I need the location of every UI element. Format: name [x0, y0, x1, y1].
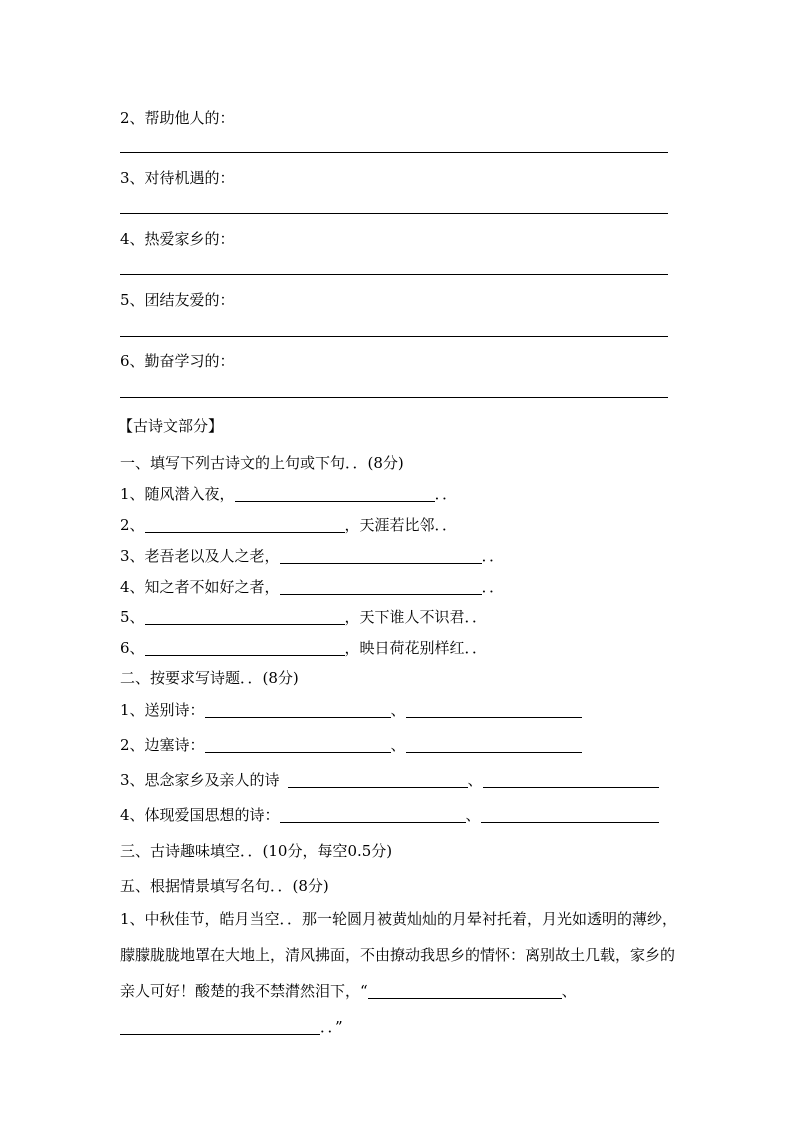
fill-blank[interactable]: [288, 771, 468, 788]
question-title-3: 三、古诗趣味填空．．(10分，每空0.5分): [120, 842, 393, 860]
fill-blank[interactable]: [205, 701, 391, 718]
fill-blank[interactable]: [145, 639, 345, 656]
poem-item-6: 6、 ，映日荷花别样红．．: [120, 639, 488, 657]
question-item-6: 6、勤奋学习的：: [120, 352, 235, 370]
poem-item-5: 5、 ，天下谁人不识君．．: [120, 608, 488, 626]
question-title-2: 二、按要求写诗题．．(8分): [120, 669, 299, 687]
answer-line[interactable]: [120, 336, 668, 337]
fill-blank[interactable]: [145, 608, 345, 625]
poem-title-item-2: 2、边塞诗： 、: [120, 735, 582, 755]
answer-line[interactable]: [120, 152, 668, 153]
question-item-4: 4、热爱家乡的：: [120, 230, 235, 248]
poem-title-item-4: 4、体现爱国思想的诗： 、: [120, 805, 659, 825]
fill-blank[interactable]: [481, 806, 659, 823]
poem-item-3: 3、老吾老以及人之老， ．．: [120, 547, 505, 565]
section-header: 【古诗文部分】: [118, 417, 224, 435]
question-item-5: 5、团结友爱的：: [120, 291, 235, 309]
question-item-2: 2、帮助他人的：: [120, 109, 235, 127]
answer-line[interactable]: [120, 213, 668, 214]
fill-blank[interactable]: [120, 1018, 320, 1035]
poem-title-item-3: 3、思念家乡及亲人的诗 、: [120, 770, 659, 790]
fill-blank[interactable]: [145, 516, 345, 533]
poem-item-1: 1、随风潜入夜， ．．: [120, 485, 458, 503]
fill-blank[interactable]: [280, 547, 482, 564]
question-title-1: 一、填写下列古诗文的上句或下句．．(8分): [120, 454, 404, 472]
fill-blank[interactable]: [280, 806, 466, 823]
fill-blank[interactable]: [406, 736, 582, 753]
poem-item-2: 2、 ，天涯若比邻．．: [120, 516, 458, 534]
poem-item-4: 4、知之者不如好之者， ．．: [120, 578, 505, 596]
fill-blank[interactable]: [406, 701, 582, 718]
fill-blank[interactable]: [280, 578, 482, 595]
answer-line[interactable]: [120, 274, 668, 275]
fill-blank[interactable]: [205, 736, 391, 753]
fill-blank[interactable]: [235, 485, 435, 502]
answer-line[interactable]: [120, 397, 668, 398]
fill-blank[interactable]: [368, 982, 562, 999]
question-title-5: 五、根据情景填写名句．．(8分): [120, 877, 329, 895]
scenario-paragraph: 1、中秋佳节，皓月当空．．那一轮圆月被黄灿灿的月晕衬托着，月光如透明的薄纱，朦朦胧胧地罩在大地上，清风拂面，不由撩动我思乡的情怀：离别故土几载，家乡的亲人可好！酸楚的我不禁潸然泪下，“ 、．．”: [120, 910, 678, 1036]
question-item-3: 3、对待机遇的：: [120, 169, 235, 187]
fill-blank[interactable]: [483, 771, 659, 788]
poem-title-item-1: 1、送别诗： 、: [120, 700, 582, 720]
